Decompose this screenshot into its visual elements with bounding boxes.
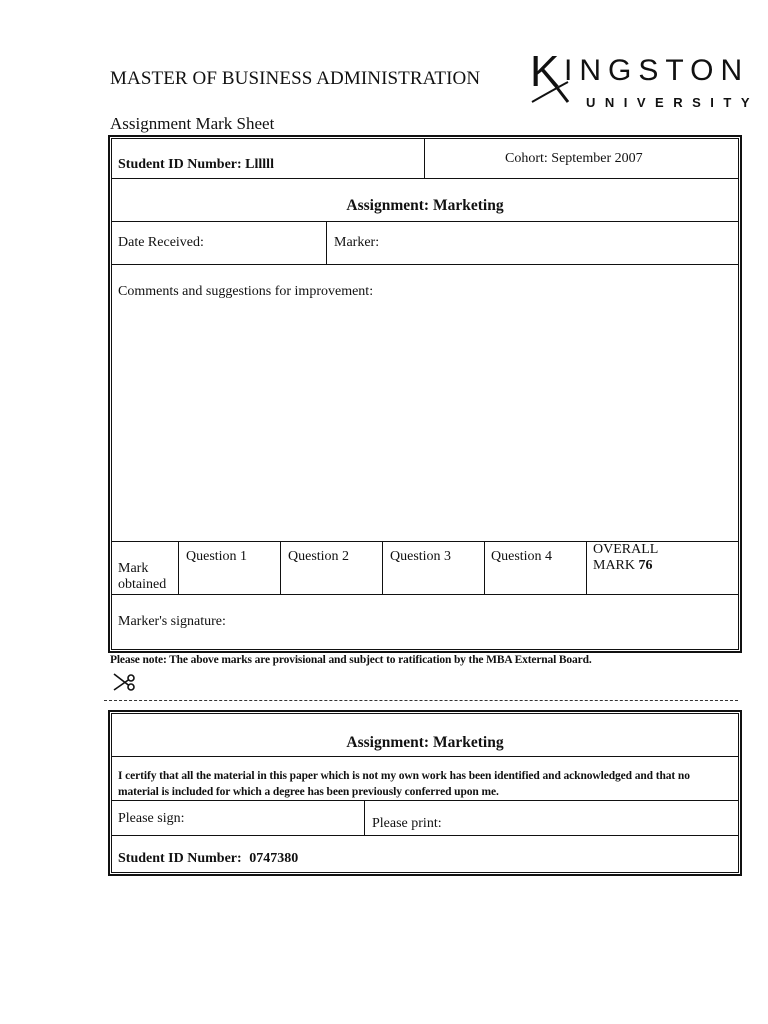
slip-student-id-label: Student ID Number: — [118, 851, 242, 866]
overall-label-2: MARK — [593, 558, 636, 573]
logo-university: UNIVERSITY — [586, 95, 760, 110]
date-received-label: Date Received: — [118, 235, 204, 250]
cohort-text: Cohort: September 2007 — [505, 151, 643, 166]
assignment-title: Assignment: Marketing — [346, 197, 504, 214]
university-logo — [528, 47, 760, 116]
mark-obtained-label-1: Mark — [118, 561, 149, 576]
student-id-label: Student ID Number: Llllll — [118, 157, 274, 172]
please-sign-label: Please sign: — [118, 811, 185, 826]
overall-label-1: OVERALL — [593, 542, 659, 557]
slip-student-id — [118, 851, 298, 867]
question-3-header: Question 3 — [390, 549, 452, 564]
mark-obtained-label-2: obtained — [118, 577, 167, 592]
certification-statement: I certify that all the material in this paper which is not my own work has been identified and acknowledged and that no material is included for which a degree has been previously conferred upon me. — [118, 770, 690, 798]
marker-label: Marker: — [334, 235, 380, 250]
logo-letter-k: K — [530, 47, 560, 96]
comments-area[interactable] — [112, 304, 738, 538]
page-title: MASTER OF BUSINESS ADMINISTRATION — [110, 68, 481, 89]
overall-mark — [593, 558, 653, 574]
logo-wordmark: INGSTON — [564, 54, 750, 87]
page-subtitle: Assignment Mark Sheet — [110, 114, 275, 133]
slip-assignment-title: Assignment: Marketing — [346, 734, 504, 751]
question-2-header: Question 2 — [288, 549, 350, 564]
overall-mark-value: 76 — [638, 558, 653, 573]
question-1-header: Question 1 — [186, 549, 248, 564]
question-4-header: Question 4 — [491, 549, 553, 564]
comments-label: Comments and suggestions for improvement: — [118, 284, 374, 299]
marker-signature-label: Marker's signature: — [118, 614, 226, 629]
please-print-label: Please print: — [372, 816, 442, 831]
scissors-icon — [112, 670, 136, 694]
slip-student-id-value: 0747380 — [249, 851, 299, 866]
provisional-note: Please note: The above marks are provisional and subject to ratification by the MBA External Board. — [110, 654, 592, 666]
cut-line — [104, 700, 738, 701]
